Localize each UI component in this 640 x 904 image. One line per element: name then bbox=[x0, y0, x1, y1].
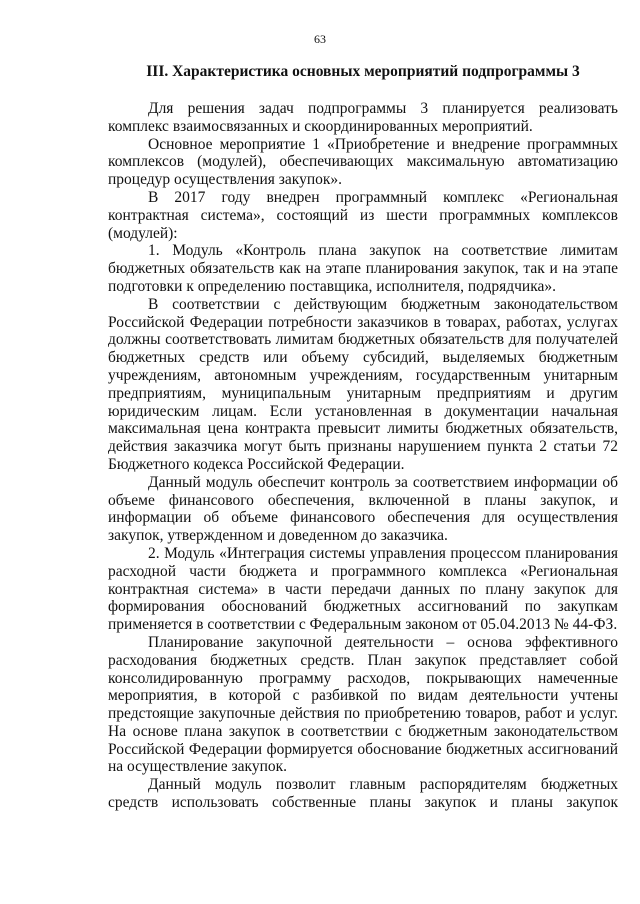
section-heading: III. Характеристика основных мероприятий подпрограммы 3 bbox=[146, 63, 580, 80]
paragraph: В 2017 году внедрен программный комплекс «Региональная контрактная система», состоящий из шести программных комплексов (модулей): bbox=[108, 188, 618, 242]
paragraph: 2. Модуль «Интеграция системы управления процессом планирования расходной части бюджета и программного комплекса «Региональная контрактная система» в части передачи данных по плану закупок для формирования обоснований бюджетных ассигнований по закупкам применяется в соответствии с Федеральным законом от 05.04.2013 № 44-ФЗ. bbox=[108, 544, 618, 634]
paragraph: Данный модуль обеспечит контроль за соответствием информации об объеме финансового обеспечения, включенной в планы закупок, и информации об объеме финансового обеспечения для осуществления закупок, утвержденном и доведенном до заказчика. bbox=[108, 473, 618, 545]
paragraph: В соответствии с действующим бюджетным законодательством Российской Федерации потребности заказчиков в товарах, работах, услугах должны соответствовать лимитам бюджетных обязательств для получателей бюджетных средств или объему субсидий, выделяемых бюджетным учреждениям, автономным учреждениям, государственным унитарным предприятиям, муниципальным унитарным предприятиям и другим юридическим лицам. Если установленная в документации начальная максимальная цена контракта превысит лимиты бюджетных обязательств, действия заказчика могут быть признаны нарушением пункта 2 статьи 72 Бюджетного кодекса Российской Федерации. bbox=[108, 295, 618, 473]
paragraph: Данный модуль позволит главным распорядителям бюджетных средств использовать собственные планы закупок и планы закупок bbox=[108, 776, 618, 812]
paragraph: 1. Модуль «Контроль плана закупок на соответствие лимитам бюджетных обязательств как на этапе планирования закупок, так и на этапе подготовки к определению поставщика, исполнителя, подрядчика». bbox=[108, 242, 618, 295]
paragraph: Планирование закупочной деятельности – основа эффективного расходования бюджетных средств. План закупок представляет собой консолидированную программу расходов, покрывающих намеченные мероприятия, в которой с разбивкой по видам деятельности учтены предстоящие закупочные действия по приобретению товаров, работ и услуг. На основе плана закупок в соответствии с бюджетным законодательством Российской Федерации формируется обоснование бюджетных ассигнований на осуществление закупок. bbox=[108, 633, 618, 776]
paragraph: Для решения задач подпрограммы 3 планируется реализовать комплекс взаимосвязанных и скоординированных мероприятий. bbox=[108, 100, 618, 135]
body-text bbox=[108, 100, 618, 812]
page-number: 63 bbox=[314, 32, 326, 46]
paragraph: Основное мероприятие 1 «Приобретение и внедрение программных комплексов (модулей), обеспечивающих максимальную автоматизацию процедур осуществления закупок». bbox=[108, 135, 618, 189]
